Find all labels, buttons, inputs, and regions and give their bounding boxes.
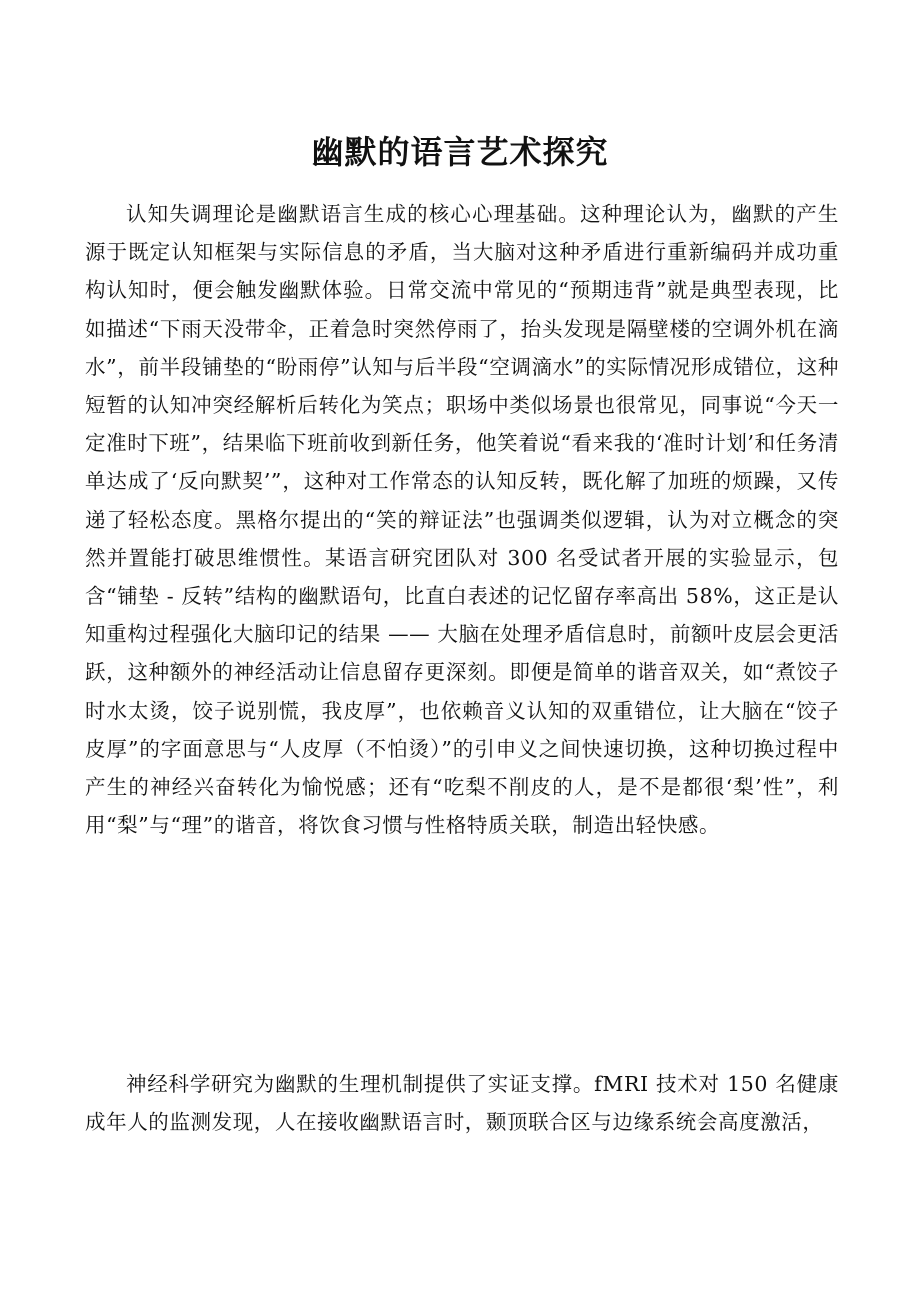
paragraph-neuroscience: 神经科学研究为幽默的生理机制提供了实证支撑。fMRI 技术对 150 名健康成年人的监测发现，人在接收幽默语言时，颞顶联合区与边缘系统会高度激活， <box>85 1072 839 1135</box>
paragraph-cognitive-dissonance: 认知失调理论是幽默语言生成的核心心理基础。这种理论认为，幽默的产生源于既定认知框架与实际信息的矛盾，当大脑对这种矛盾进行重新编码并成功重构认知时，便会触发幽默体验。日常交流中常见的“预期违背”就是典型表现，比如描述“下雨天没带伞，正着急时突然停雨了，抬头发现是隔壁楼的空调外机在滴水”，前半段铺垫的“盼雨停”认知与后半段“空调滴水”的实际情况形成错位，这种短暂的认知冲突经解析后转化为笑点；职场中类似场景也很常见，同事说“今天一定准时下班”，结果临下班前收到新任务，他笑着说“看来我的‘准时计划’和任务清单达成了‘反向默契’”，这种对工作常态的认知反转，既化解了加班的烦躁，又传递了轻松态度。黑格尔提出的“笑的辩证法”也强调类似逻辑，认为对立概念的突然并置能打破思维惯性。某语言研究团队对 300 名受试者开展的实验显示，包含“铺垫 - 反转”结构的幽默语句，比直白表述的记忆留存率高出 58%，这正是认知重构过程强化大脑印记的结果 —— 大脑在处理矛盾信息时，前额叶皮层会更活跃，这种额外的神经活动让信息留存更深刻。即便是简单的谐音双关，如“煮饺子时水太烫，饺子说别慌，我皮厚”，也依赖音义认知的双重错位，让大脑在“饺子皮厚”的字面意思与“人皮厚（不怕烫）”的引申义之间快速切换，这种切换过程中产生的神经兴奋转化为愉悦感；还有“吃梨不削皮的人，是不是都很‘梨’性”，利用“梨”与“理”的谐音，将饮食习惯与性格特质关联，制造出轻快感。 <box>85 202 839 838</box>
document-title: 幽默的语言艺术探究 <box>311 133 609 171</box>
